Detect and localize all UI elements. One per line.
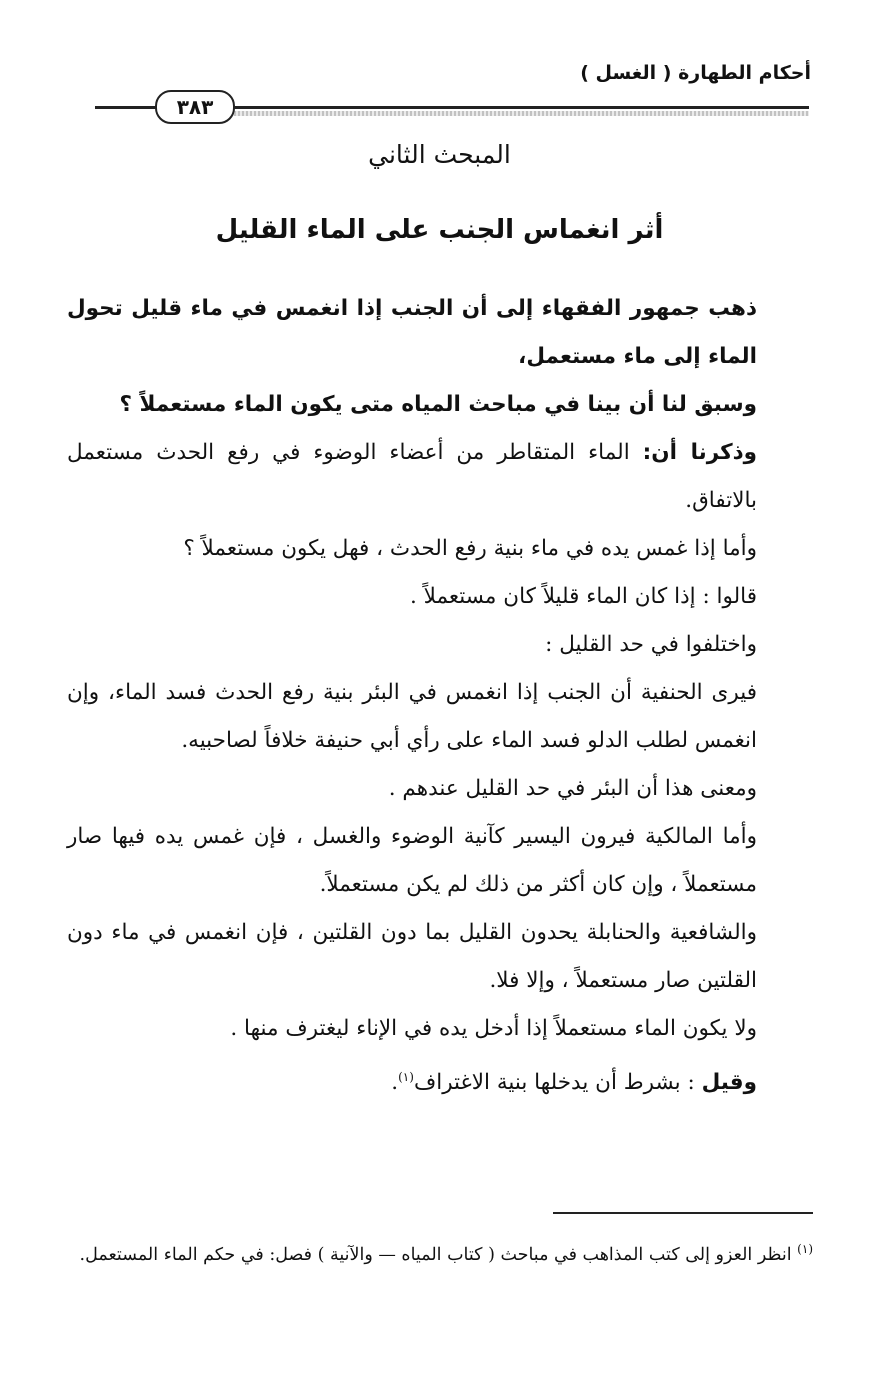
paragraph-10: والشافعية والحنابلة يحدون القليل بما دون القلتين ، فإن انغمس في ماء دون القلتين صار مستعملاً ، وإلا فلا. — [67, 920, 757, 993]
paragraph-2: وسبق لنا أن بينا في مباحث المياه متى يكون الماء مستعملاً ؟ — [119, 392, 757, 417]
paragraph-4: وأما إذا غمس يده في ماء بنية رفع الحدث ، فهل يكون مستعملاً ؟ — [183, 536, 757, 561]
paragraph-3-lead: وذكرنا أن: — [642, 440, 757, 465]
paragraph-5: قالوا : إذا كان الماء قليلاً كان مستعملاً . — [409, 584, 757, 609]
paragraph-12-text: : بشرط أن يدخلها بنية الاغتراف — [413, 1070, 702, 1096]
paragraph-12 — [67, 1053, 813, 1107]
paragraph-7: فيرى الحنفية أن الجنب إذا انغمس في البئر بنية رفع الحدث فسد الماء، وإن انغمس لطلب الدلو فسد الماء على رأي أبي حنيفة خلافاً لصاحبيه. — [67, 680, 757, 753]
body-text — [67, 285, 813, 1107]
paragraph-6: واختلفوا في حد القليل : — [545, 632, 757, 657]
paragraph-12-end: . — [391, 1070, 399, 1096]
paragraph-9: وأما المالكية فيرون اليسير كآنية الوضوء والغسل ، فإن غمس يده فيها صار مستعملاً ، وإن كان أكثر من ذلك لم يكن مستعملاً. — [67, 824, 757, 897]
footnote-1-marker: (١) — [797, 1242, 813, 1256]
page-number-badge: ٣٨٣ — [155, 90, 235, 124]
header-rule-shade — [230, 111, 809, 116]
chapter-title: أثر انغماس الجنب على الماء القليل — [215, 215, 664, 245]
running-header-title: أحكام الطهارة ( الغسل ) — [580, 62, 811, 84]
footnote-separator — [553, 1212, 813, 1214]
paragraph-8: ومعنى هذا أن البئر في حد القليل عندهم . — [388, 776, 757, 801]
paragraph-12-lead: وقيل — [701, 1070, 757, 1096]
paragraph-3-text: الماء المتقاطر من أعضاء الوضوء في رفع الحدث مستعمل بالاتفاق. — [67, 440, 757, 513]
paragraph-11: ولا يكون الماء مستعملاً إذا أدخل يده في الإناء ليغترف منها . — [230, 1016, 757, 1041]
section-title: المبحث الثاني — [368, 140, 511, 169]
footnote-1-text: انظر العزو إلى كتب المذاهب في مباحث ( كتاب المياه — والآنية ) فصل: في حكم الماء المستعمل. — [79, 1244, 798, 1265]
paragraph-3 — [67, 429, 813, 525]
paragraph-1: ذهب جمهور الفقهاء إلى أن الجنب إذا انغمس في ماء قليل تحول الماء إلى ماء مستعمل، — [67, 296, 757, 369]
footnote-1 — [67, 1228, 813, 1276]
footnotes — [67, 1228, 813, 1276]
footnote-ref-1: (١) — [398, 1070, 414, 1084]
